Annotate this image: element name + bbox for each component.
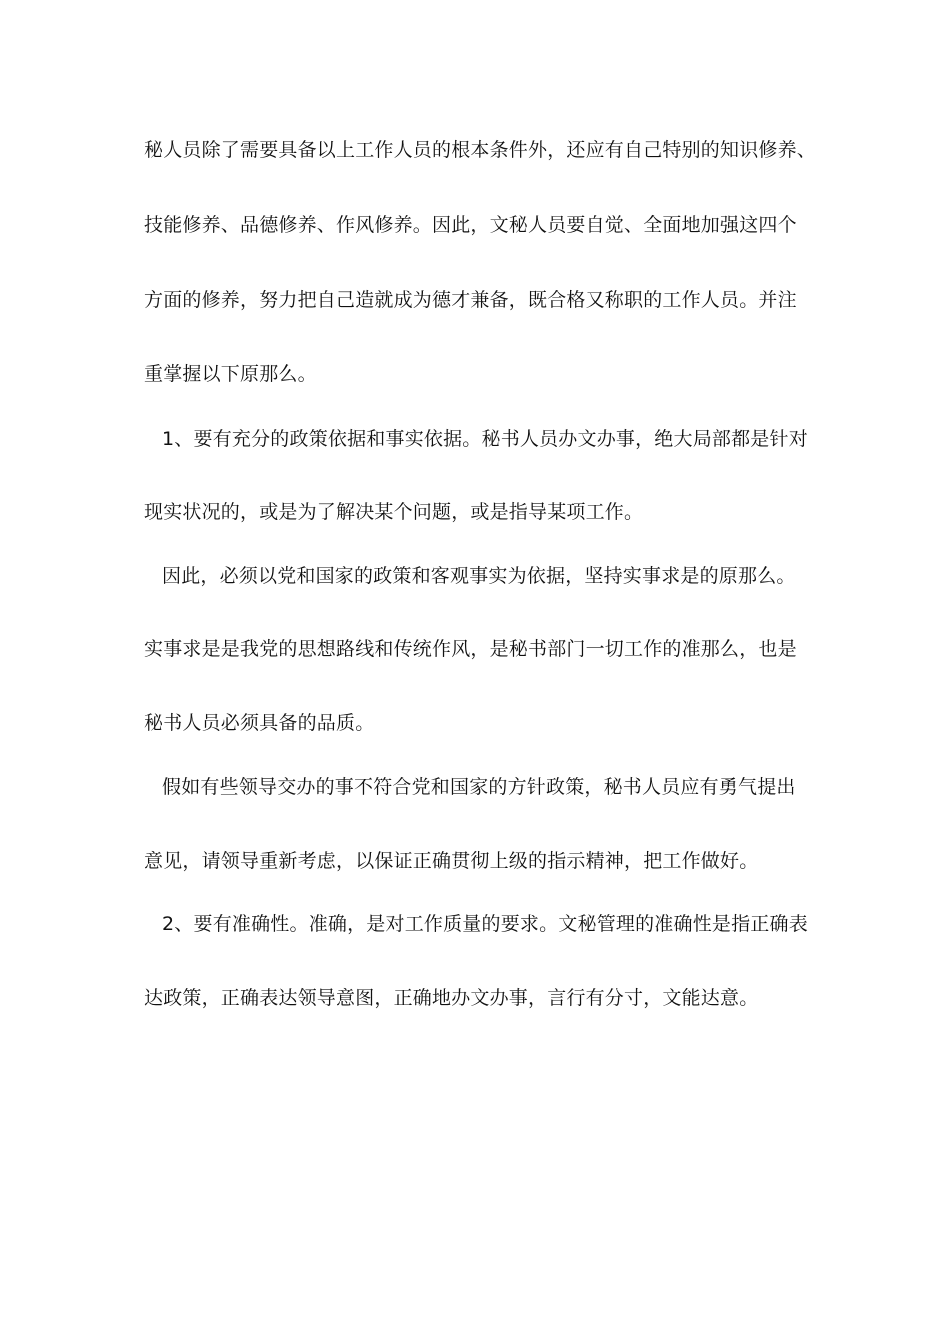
text-line-3: 方面的修养，努力把自己造就成为德才兼备，既合格又称职的工作人员。并注 bbox=[144, 289, 797, 311]
text-line-6: 现实状况的，或是为了解决某个问题，或是指导某项工作。 bbox=[144, 501, 644, 523]
text-line-11: 意见，请领导重新考虑，以保证正确贯彻上级的指示精神，把工作做好。 bbox=[144, 850, 759, 872]
text-line-7: 因此，必须以党和国家的政策和客观事实为依据，坚持实事求是的原那么。 bbox=[162, 565, 796, 587]
text-line-5: 1、要有充分的政策依据和事实依据。秘书人员办文办事，绝大局部都是针对 bbox=[162, 428, 808, 450]
text-line-10: 假如有些领导交办的事不符合党和国家的方针政策，秘书人员应有勇气提出 bbox=[162, 776, 796, 798]
text-line-8: 实事求是是我党的思想路线和传统作风，是秘书部门一切工作的准那么，也是 bbox=[144, 638, 797, 660]
text-line-2: 技能修养、品德修养、作风修养。因此，文秘人员要自觉、全面地加强这四个 bbox=[144, 214, 797, 236]
text-line-4: 重掌握以下原那么。 bbox=[144, 363, 317, 385]
text-line-1: 秘人员除了需要具备以上工作人员的根本条件外，还应有自己特别的知识修养、 bbox=[144, 139, 817, 161]
text-line-9: 秘书人员必须具备的品质。 bbox=[144, 712, 375, 734]
text-line-13: 达政策，正确表达领导意图，正确地办文办事，言行有分寸，文能达意。 bbox=[144, 987, 759, 1009]
text-line-12: 2、要有准确性。准确，是对工作质量的要求。文秘管理的准确性是指正确表 bbox=[162, 913, 808, 935]
